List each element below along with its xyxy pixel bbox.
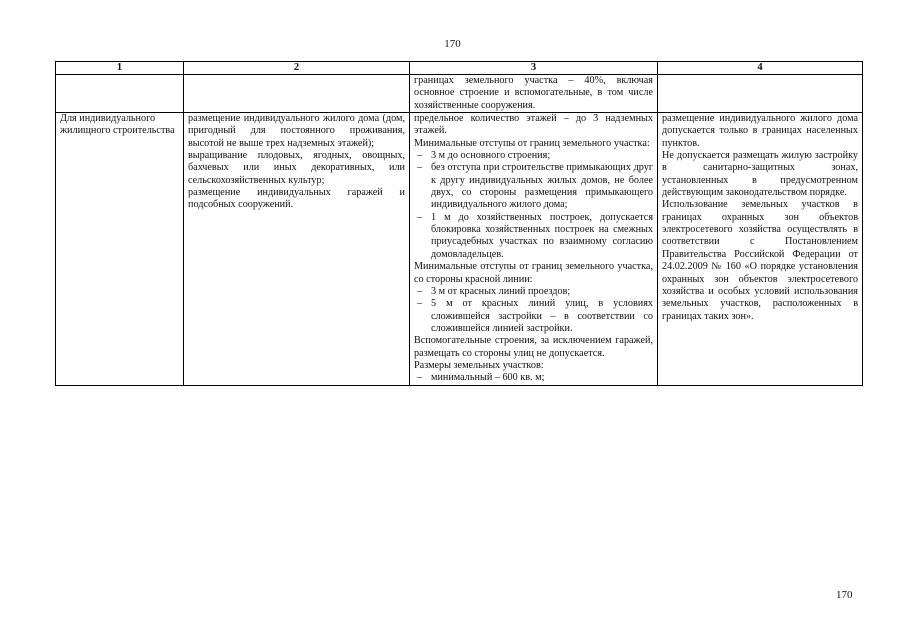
header-col-4: 4 [658, 62, 863, 75]
restriction-item: Использование земельных участков в границах охранных зон объектов электросетевого хозяйства осуществлять в соответствии с Постановлением Правительства Российской Федерации от 24.02.2009 № 160 «О порядке установления охранных зон объектов электросетевого хозяйства и особых условий использования земельных участков, расположенных в границах таких зон». [662, 199, 858, 322]
restriction-item: Не допускается размещать жилую застройку в санитарно-защитных зонах, установленных в предусмотренном действующим законодательством порядке. [662, 150, 858, 199]
regulations-table [55, 61, 863, 386]
cont-cell-4 [658, 75, 863, 113]
parameters-red-line-heading: Минимальные отступы от границ земельного участка, со стороны красной линии: [414, 261, 653, 285]
list-item: – 1 м до хозяйственных построек, допускается блокировка хозяйственных построек на смежных приусадебных участках по взаимному согласию домовладельцев. [414, 212, 653, 261]
cont-cell-3 [410, 75, 658, 113]
page-number-bottom: 170 [836, 589, 853, 601]
restrictions-cell [658, 113, 863, 386]
table-row-continuation [56, 75, 863, 113]
list-item: – минимальный – 600 кв. м; [414, 372, 653, 384]
list-item: – 3 м от красных линий проездов; [414, 286, 653, 298]
list-item: – 3 м до основного строения; [414, 150, 653, 162]
restriction-item: размещение индивидуального жилого дома допускается только в границах населенных пунктов. [662, 113, 858, 149]
page-number-top: 170 [444, 38, 461, 50]
parameters-cell [410, 113, 658, 386]
setbacks-list [414, 150, 653, 261]
permitted-use-item: размещение индивидуальных гаражей и подсобных сооружений. [188, 187, 405, 211]
permitted-use-item: размещение индивидуального жилого дома (дом, пригодный для постоянного проживания, высотой не выше трех надземных этажей); [188, 113, 405, 149]
header-col-2: 2 [184, 62, 410, 75]
parameters-setbacks-heading: Минимальные отступы от границ земельного участка: [414, 137, 650, 149]
list-item: – 5 м от красных линий улиц, в условиях сложившейся застройки – в соответствии со сложившейся линией застройки. [414, 298, 653, 335]
header-col-3: 3 [410, 62, 658, 75]
cont-cell-1 [56, 75, 184, 113]
land-use-type-text: Для индивидуального жилищного строительства [60, 113, 175, 137]
table-header-row [56, 62, 863, 75]
land-use-type-cell [56, 113, 184, 386]
parameters-floors: предельное количество этажей – до 3 надземных этажей. [414, 113, 653, 137]
permitted-use-item: выращивание плодовых, ягодных, овощных, бахчевых или иных декоративных, или сельскохозяйственных культур; [188, 150, 405, 186]
parameters-plot-size-heading: Размеры земельных участков: [414, 359, 544, 371]
list-item: – без отступа при строительстве примыкающих друг к другу индивидуальных жилых домов, не более двух, со стороны размещения примыкающего индивидуального жилого дома; [414, 162, 653, 211]
red-line-list [414, 286, 653, 335]
header-col-1: 1 [56, 62, 184, 75]
table-row-main [56, 113, 863, 386]
cont-cell-2 [184, 75, 410, 113]
parameters-auxiliary: Вспомогательные строения, за исключением гаражей, размещать со стороны улиц не допускается. [414, 335, 653, 359]
plot-size-list [414, 372, 653, 384]
cont-cell-3-text: границах земельного участка – 40%, включая основное строение и вспомогательные, в том числе хозяйственные сооружения. [414, 75, 653, 111]
permitted-use-cell [184, 113, 410, 386]
